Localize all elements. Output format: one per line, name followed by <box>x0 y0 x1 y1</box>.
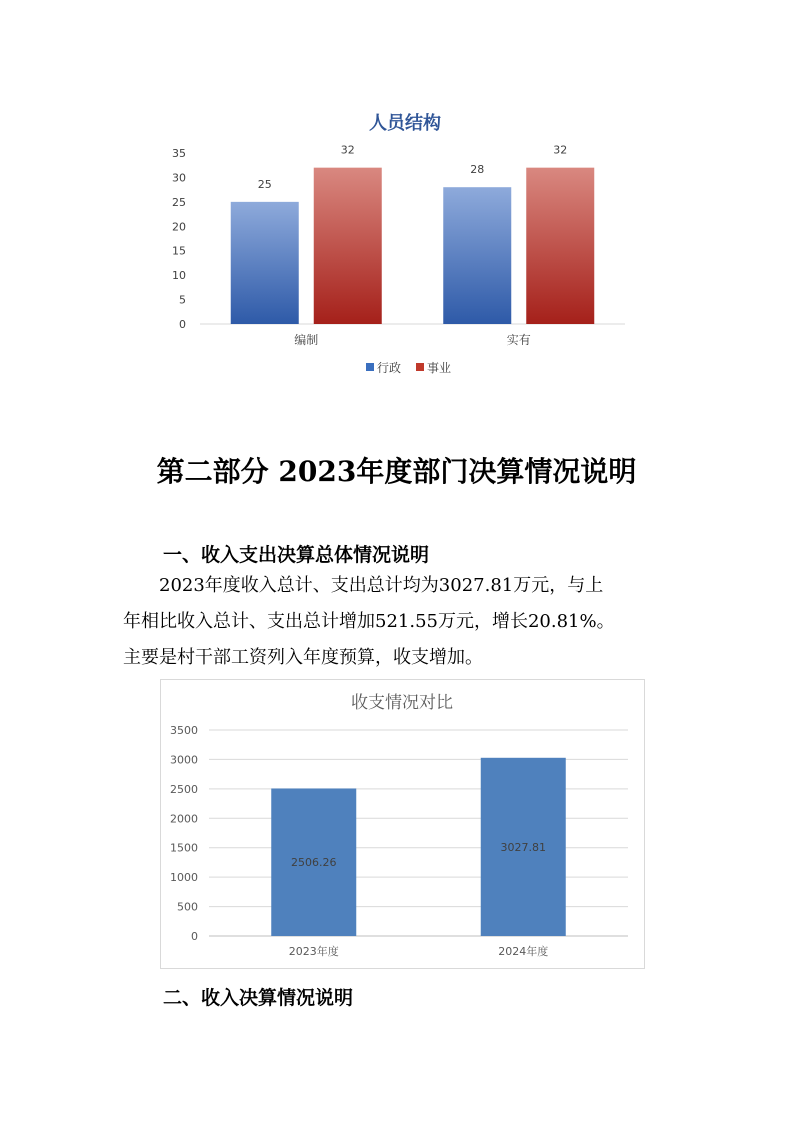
y-tick-label: 35 <box>172 147 186 160</box>
y-tick-label: 500 <box>177 900 198 914</box>
paragraph-line: 年相比收入总计、支出总计增加521.55万元，增长20.81%。 <box>123 611 615 632</box>
y-tick-label: 2000 <box>170 812 198 826</box>
bar-data-label: 32 <box>340 143 355 157</box>
bar-行政-实有 <box>443 187 511 324</box>
income-expenditure-svg <box>160 679 645 969</box>
y-tick-label: 30 <box>172 171 186 185</box>
bar-事业-编制 <box>314 168 382 324</box>
bar-data-label: 25 <box>257 177 272 191</box>
y-tick-label: 1000 <box>170 871 198 885</box>
y-tick-label: 0 <box>191 930 198 943</box>
x-category-label: 2023年度 <box>288 945 339 958</box>
legend-label: 行政 <box>377 361 402 375</box>
y-tick-label: 1500 <box>170 841 198 855</box>
bar-事业-实有 <box>526 168 594 324</box>
y-tick-label: 10 <box>172 269 186 283</box>
chart-title: 人员结构 <box>369 113 441 134</box>
bar-data-label: 32 <box>553 143 568 157</box>
y-tick-label: 20 <box>172 220 186 234</box>
chart-title: 收支情况对比 <box>351 693 453 713</box>
legend-swatch-行政 <box>366 363 374 371</box>
y-tick-label: 5 <box>179 293 186 307</box>
y-tick-label: 25 <box>172 195 186 209</box>
y-tick-label: 15 <box>172 244 186 258</box>
y-tick-label: 3500 <box>170 724 198 737</box>
personnel-structure-svg <box>160 95 630 385</box>
heading-income-expenditure-overview: 一、收入支出决算总体情况说明 <box>163 544 430 566</box>
section-title: 第二部分 2023年度部门决算情况说明 <box>156 455 637 488</box>
paragraph-line: 主要是村干部工资列入年度预算，收支增加。 <box>123 647 483 668</box>
legend-swatch-事业 <box>416 363 424 371</box>
bar-data-label: 28 <box>470 163 485 177</box>
y-tick-label: 0 <box>179 318 186 331</box>
bar-data-label: 2506.26 <box>291 856 337 870</box>
x-category-label: 2024年度 <box>498 945 549 958</box>
bar-行政-编制 <box>231 202 299 324</box>
heading-income-details: 二、收入决算情况说明 <box>163 987 354 1009</box>
y-tick-label: 2500 <box>170 782 198 796</box>
paragraph-line: 2023年度收入总计、支出总计均为3027.81万元，与上 <box>159 575 604 596</box>
bar-data-label: 3027.81 <box>500 840 546 854</box>
x-category-label: 实有 <box>506 333 531 347</box>
income-expenditure-comparison-chart <box>160 679 645 969</box>
overview-paragraph <box>123 568 683 676</box>
y-tick-label: 3000 <box>170 753 198 767</box>
x-category-label: 编制 <box>294 333 319 347</box>
legend-label: 事业 <box>427 361 452 375</box>
personnel-structure-chart <box>160 95 630 385</box>
